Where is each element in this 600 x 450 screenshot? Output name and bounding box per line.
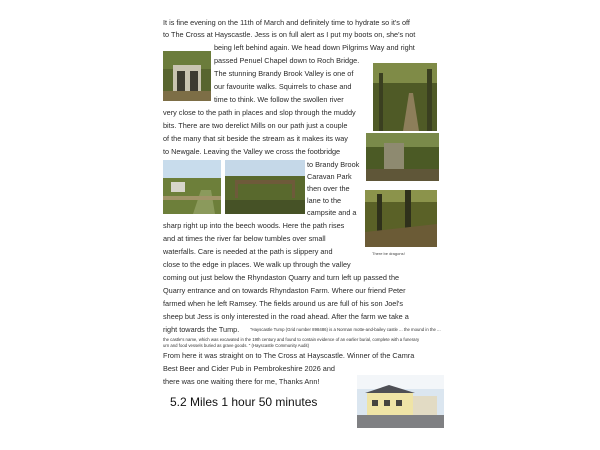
story-line: Quarry entrance and on towards Rhyndaston Farm. Where our friend Peter <box>163 286 406 295</box>
story-line: bits. There are two derelict Mills on our path just a couple <box>163 121 348 130</box>
story-line: to Newgale. Leaving the Valley we cross the footbridge <box>163 147 341 156</box>
story-line: and at times the river far below tumbles over small <box>163 234 326 243</box>
photo-caption: There be dragons! <box>372 251 405 256</box>
story-line: to The Cross at Hayscastle. Jess is on full alert as I put my boots on, she's not <box>163 30 416 39</box>
story-line: campsite and a <box>307 208 357 217</box>
story-line: then over the <box>307 184 350 193</box>
closing-line: Best Beer and Cider Pub in Pembrokeshire 2026 and <box>163 364 335 373</box>
story-line: Caravan Park <box>307 172 352 181</box>
story-line: to Brandy Brook <box>307 160 360 169</box>
story-line: being left behind again. We head down Pilgrims Way and right <box>214 43 415 52</box>
story-line: waterfalls. Care is needed at the path is slippery and <box>163 247 333 256</box>
story-line: sharp right up into the beech woods. Here the path rises <box>163 221 345 230</box>
story-line: coming out just below the Rhyndaston Quarry and turn left up passed the <box>163 273 400 282</box>
closing-line: there was one waiting there for me, Thanks Ann! <box>163 377 320 386</box>
story-line: passed Penuel Chapel down to Roch Bridge. <box>214 56 360 65</box>
story-line: close to the edge in places. We walk up through the valley <box>163 260 351 269</box>
cross-pub-photo <box>357 375 444 428</box>
tump-note-line: "Hayscastle Tump (Grid number 898486) is a Norman motte-and-bailey castle ... the mound in the ... <box>250 327 441 332</box>
story-line: our favourite walks. Squirrels to chase and <box>214 82 352 91</box>
story-line: farmed when he left Ramsey. The fields around us are full of his son Joel's <box>163 299 404 308</box>
story-line: The stunning Brandy Brook Valley is one of <box>214 69 354 78</box>
closing-line: From here it was straight on to The Cross at Hayscastle. Winner of the Camra <box>163 351 415 360</box>
story-line: very close to the path in places and slop through the muddy <box>163 108 356 117</box>
story-line: lane to the <box>307 196 342 205</box>
story-line: of the many that sit beside the stream as it makes its way <box>163 134 348 143</box>
chapel-gate-photo <box>163 51 211 101</box>
story-line: It is fine evening on the 11th of March and definitely time to hydrate so it's off <box>163 18 410 27</box>
mossy-path-photo <box>373 63 437 131</box>
tump-note-line: urn and food vessels buried as grave goods. " (Hayscastle Community Audit) <box>163 343 310 348</box>
valley-field-photo <box>163 160 221 214</box>
story-line: right towards the Tump. <box>163 325 240 334</box>
beech-woods-photo <box>365 190 437 247</box>
story-line: sheep but Jess is only interested in the road ahead. After the farm we take a <box>163 312 409 321</box>
tump-note-line: the castle's name, which was excavated in the 19th century and found to contain evidence of an earlier burial, complete with a funerary <box>163 337 420 342</box>
footbridge-photo <box>225 160 305 214</box>
walk-summary: 5.2 Miles 1 hour 50 minutes <box>170 395 318 409</box>
story-line: time to think. We follow the swollen river <box>214 95 344 104</box>
derelict-mill-photo <box>366 133 439 181</box>
